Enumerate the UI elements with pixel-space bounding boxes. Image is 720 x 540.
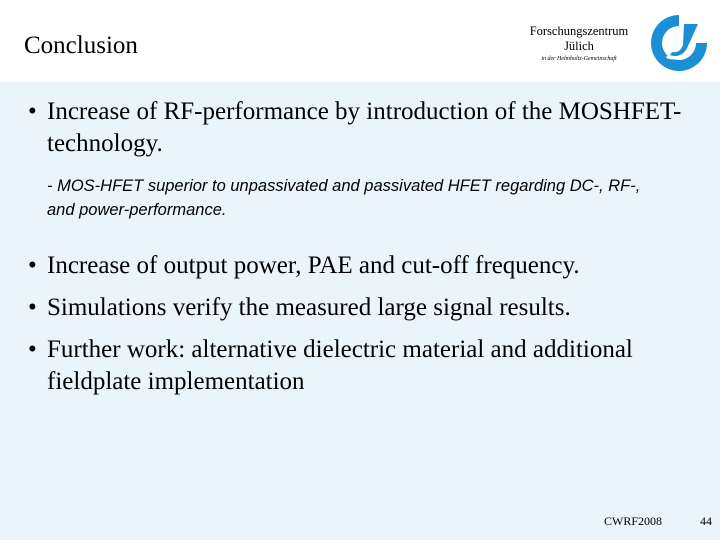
bullet-item: [28, 292, 708, 324]
sub-bullet-text: - MOS-HFET superior to unpassivated and passivated HFET regarding DC-, RF-, and power-performance.: [47, 177, 641, 219]
bullet-text: Further work: alternative dielectric material and additional fieldplate implementation: [47, 336, 633, 395]
bullet-item: [28, 334, 708, 398]
slide-title: Conclusion: [24, 32, 138, 59]
institution-subtitle: in der Helmholtz-Gemeinschaft: [541, 56, 617, 62]
bullet-text: Simulations verify the measured large signal results.: [47, 294, 571, 321]
bullet-text: Increase of output power, PAE and cut-off frequency.: [47, 252, 580, 279]
institution-block: [514, 24, 644, 64]
bullet-dot: •: [28, 98, 37, 125]
bullet-text: Increase of RF-performance by introduction of the MOSHFET-technology.: [47, 98, 682, 157]
bullet-dot: •: [28, 252, 37, 279]
page-number: 44: [700, 514, 712, 528]
bullet-item: [28, 96, 708, 160]
bullet-dot: •: [28, 294, 37, 321]
bullet-list: [28, 96, 708, 398]
institution-name: Forschungszentrum Jülich: [529, 24, 629, 53]
footer-conference: CWRF2008: [604, 514, 663, 528]
bullet-item: [28, 250, 708, 282]
bullet-dot: •: [28, 336, 37, 363]
fzj-logo-icon: [648, 12, 710, 74]
slide-header: [0, 0, 720, 82]
